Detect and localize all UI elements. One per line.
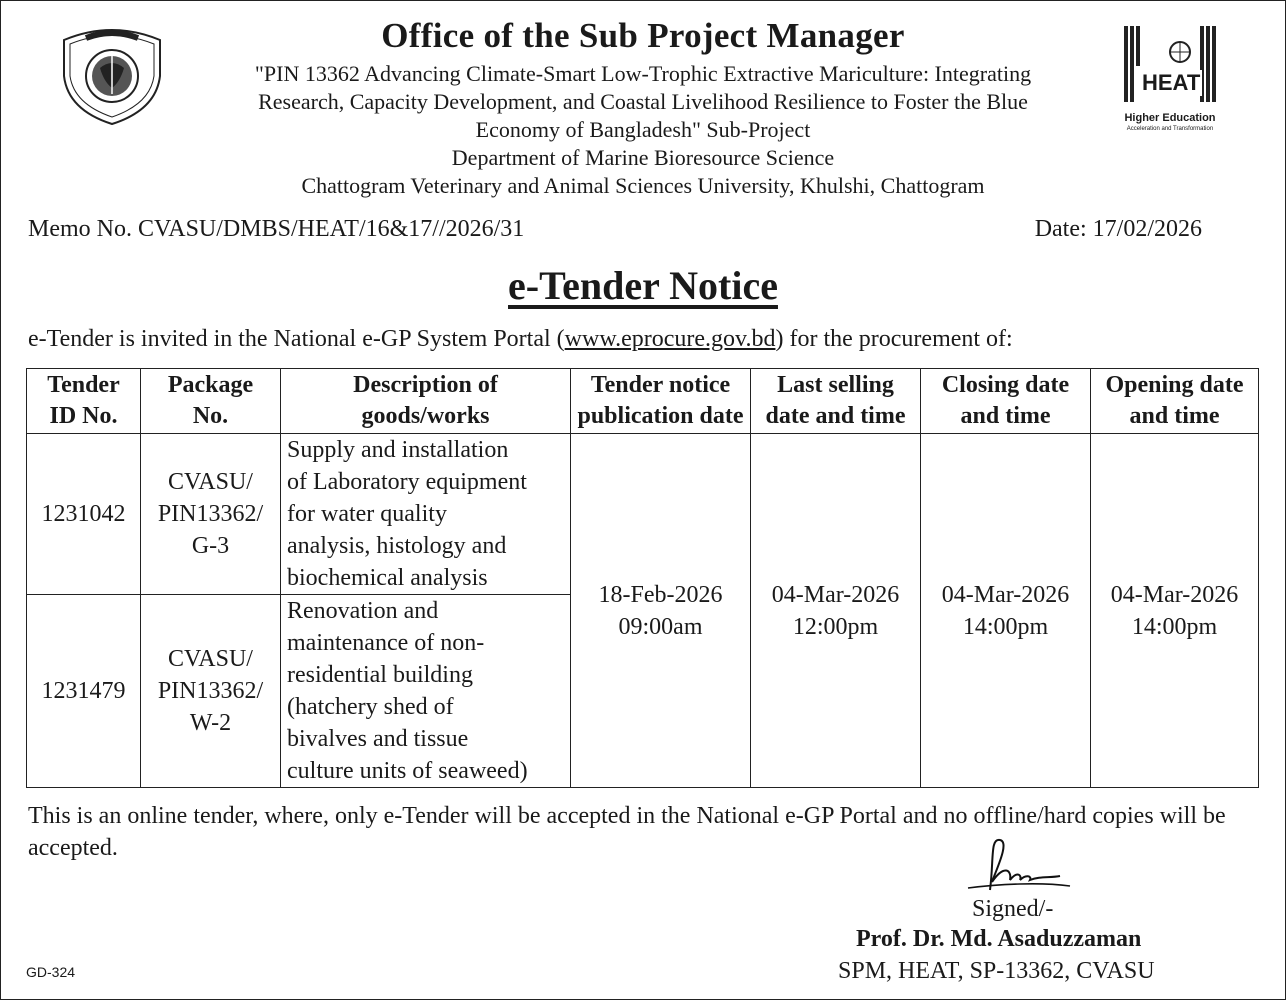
memo-date: Date: 17/02/2026: [1034, 216, 1202, 242]
header-tender-id: Tender ID No.: [27, 369, 141, 434]
header-opening: Opening date and time: [1091, 369, 1259, 434]
tender-table: [26, 368, 1259, 788]
description-cell: Renovation and maintenance of non- residential building (hatchery shed of bivalves and tissue culture units of seaweed): [281, 595, 571, 788]
intro-text: [28, 326, 1013, 353]
closing-cell: 04-Mar-2026 14:00pm: [921, 434, 1091, 788]
signer-designation: SPM, HEAT, SP-13362, CVASU: [838, 958, 1155, 984]
heat-logo-subtag: Acceleration and Transformation: [1126, 126, 1214, 132]
heat-logo: [1118, 24, 1222, 140]
university-line: Chattogram Veterinary and Animal Sciences University, Khulshi, Chattogram: [301, 173, 985, 198]
signer-name: Prof. Dr. Md. Asaduzzaman: [856, 926, 1142, 952]
project-line-2: Research, Capacity Development, and Coastal Livelihood Resilience to Foster the Blue: [258, 89, 1028, 114]
intro-after: ) for the procurement of:: [775, 326, 1013, 352]
header-closing: Closing date and time: [921, 369, 1091, 434]
project-line-3: Economy of Bangladesh" Sub-Project: [475, 117, 811, 142]
header-package: Package No.: [141, 369, 281, 434]
heat-logo-tagline: Higher Education: [1124, 112, 1216, 124]
signed-label: Signed/-: [972, 896, 1054, 922]
table-header-row: [27, 369, 1259, 434]
office-title: Office of the Sub Project Manager: [381, 16, 905, 55]
opening-cell: 04-Mar-2026 14:00pm: [1091, 434, 1259, 788]
header-description: Description of goods/works: [281, 369, 571, 434]
signature-mark: [960, 830, 1080, 900]
online-tender-note: This is an online tender, where, only e-Tender will be accepted in the National e-GP Portal and no offline/hard copies will be accepted.: [28, 803, 1226, 861]
publication-date-cell: 18-Feb-2026 09:00am: [571, 434, 751, 788]
table-row: [27, 434, 1259, 595]
university-seal-logo: [56, 18, 168, 128]
description-cell: Supply and installation of Laboratory equipment for water quality analysis, histology and biochemical analysis: [281, 434, 571, 595]
project-line-1: "PIN 13362 Advancing Climate-Smart Low-Trophic Extractive Mariculture: Integrating: [254, 61, 1032, 86]
last-selling-cell: 04-Mar-2026 12:00pm: [751, 434, 921, 788]
gd-code: GD-324: [26, 964, 76, 980]
package-cell: CVASU/ PIN13362/ G-3: [141, 434, 281, 595]
department-line: Department of Marine Bioresource Science: [451, 145, 835, 170]
tender-id-cell: 1231479: [27, 595, 141, 788]
memo-number: Memo No. CVASU/DMBS/HEAT/16&17//2026/31: [28, 216, 525, 242]
intro-before: e-Tender is invited in the National e-GP System Portal (: [28, 326, 565, 352]
heat-logo-name: HEAT: [1142, 70, 1201, 95]
eprocure-link[interactable]: www.eprocure.gov.bd: [564, 326, 776, 352]
tender-id-cell: 1231042: [27, 434, 141, 595]
notice-title: e-Tender Notice: [508, 263, 778, 308]
header-last-selling: Last selling date and time: [751, 369, 921, 434]
header-publication-date: Tender notice publication date: [571, 369, 751, 434]
package-cell: CVASU/ PIN13362/ W-2: [141, 595, 281, 788]
